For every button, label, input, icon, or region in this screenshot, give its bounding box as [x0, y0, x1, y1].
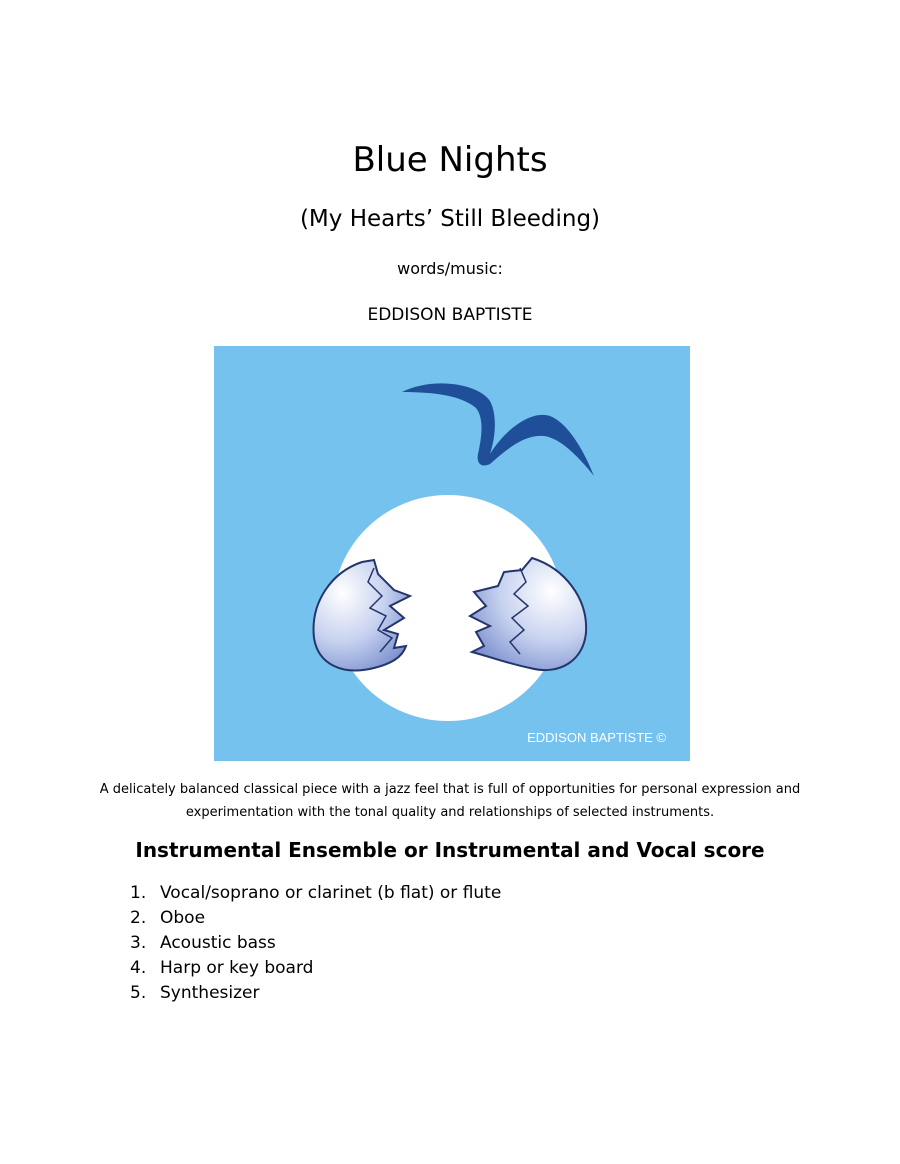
list-number: 1. — [130, 883, 147, 903]
list-item — [130, 956, 730, 981]
list-number: 2. — [130, 908, 147, 928]
list-item — [130, 981, 730, 1006]
credit-label: words/music: — [397, 259, 503, 278]
instrument-name: Vocal/soprano or clarinet (b flat) or flute — [160, 883, 502, 903]
instrument-name: Harp or key board — [160, 958, 314, 978]
description-text: A delicately balanced classical piece with a jazz feel that is full of opportunities for personal expression and experimentation with the tonal quality and relationships of selected instruments. — [99, 782, 801, 820]
instrument-list — [130, 881, 730, 1006]
cover-artwork — [214, 346, 690, 761]
list-item — [130, 906, 730, 931]
instrument-name: Acoustic bass — [160, 933, 276, 953]
instrument-name: Synthesizer — [160, 983, 260, 1003]
composer-name: EDDISON BAPTISTE — [367, 305, 533, 325]
instrument-name: Oboe — [160, 908, 206, 928]
subtitle: (My Hearts’ Still Bleeding) — [299, 206, 601, 232]
page-title: Blue Nights — [352, 140, 548, 180]
list-number: 4. — [130, 958, 147, 978]
score-heading: Instrumental Ensemble or Instrumental and Vocal score — [135, 838, 765, 862]
list-item — [130, 931, 730, 956]
list-number: 3. — [130, 933, 147, 953]
artwork-watermark: EDDISON BAPTISTE © — [527, 730, 666, 745]
list-number: 5. — [130, 983, 147, 1003]
list-item — [130, 881, 730, 906]
